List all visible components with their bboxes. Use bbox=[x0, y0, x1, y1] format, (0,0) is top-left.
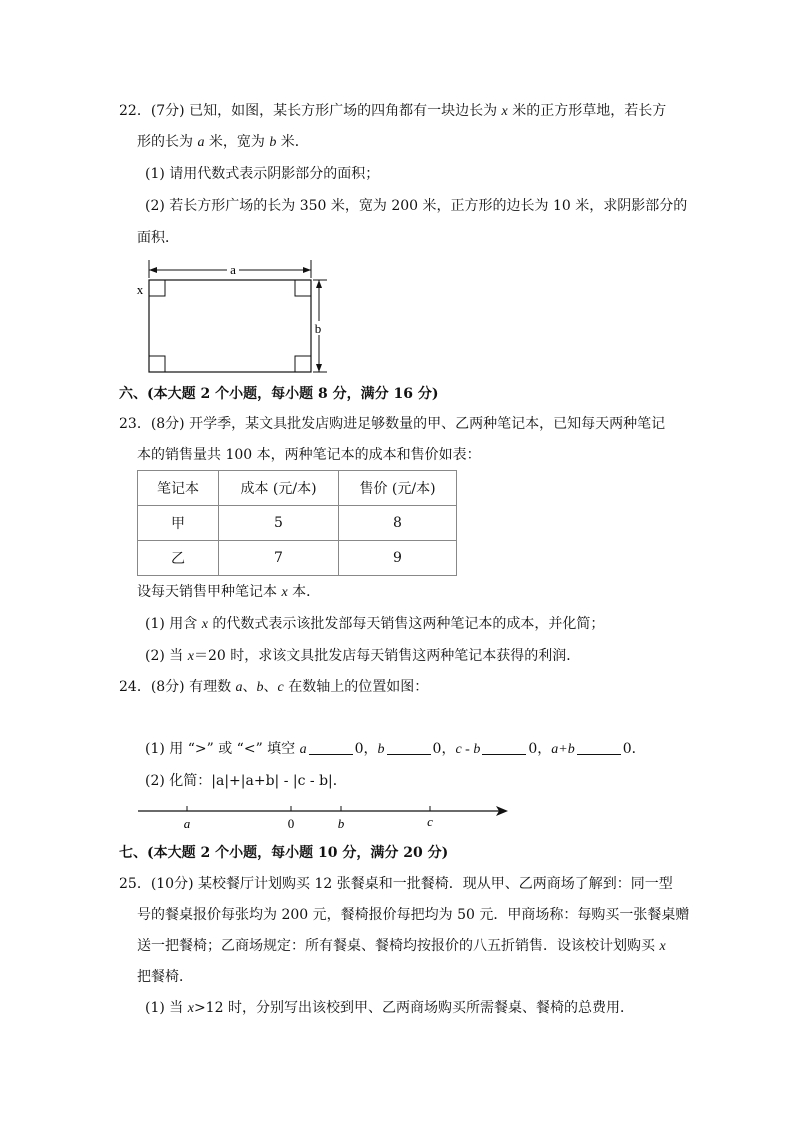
var-c: c bbox=[277, 680, 284, 695]
arrow-up bbox=[316, 280, 322, 288]
q22-part-2: (2) 若长方形广场的长为 350 米，宽为 200 米，正方形的边长为 10 米，求阴影部分的 bbox=[145, 198, 688, 214]
table-header-row bbox=[138, 471, 457, 506]
var-a: a bbox=[197, 135, 205, 150]
table-header: 笔记本 bbox=[138, 471, 219, 506]
table-cell: 5 bbox=[219, 506, 339, 541]
corner-square-tl bbox=[149, 280, 165, 296]
q23-line-2: 本的销售量共 100 本，两种笔记本的成本和售价如表： bbox=[137, 447, 481, 463]
section-6-heading: 六、(本大题 2 个小题，每小题 8 分，满分 16 分) bbox=[119, 386, 439, 402]
q22-text: 形的长为 bbox=[137, 134, 198, 150]
q24-part-1 bbox=[145, 739, 646, 760]
q24-part-2: (2) 化简：|a|+|a+b| - |c - b|． bbox=[145, 773, 347, 789]
var-b: b bbox=[377, 742, 385, 757]
answer-blank[interactable] bbox=[482, 740, 526, 755]
label-a: a bbox=[230, 262, 236, 277]
q24-text: 0， bbox=[354, 741, 378, 757]
q23-text: (2) 当 bbox=[145, 648, 188, 664]
q22-text: 22．(7分) 已知，如图，某长方形广场的四角都有一块边长为 bbox=[119, 103, 502, 119]
q22-text: 米，宽为 bbox=[204, 134, 270, 150]
q24-text: 、 bbox=[242, 679, 257, 695]
var-x: x bbox=[281, 585, 288, 600]
tick-label-b: b bbox=[337, 816, 345, 831]
var-a: a bbox=[299, 742, 307, 757]
q24-line-1 bbox=[119, 677, 428, 698]
q24-text: 在数轴上的位置如图： bbox=[283, 679, 429, 695]
q24-text: 0， bbox=[528, 741, 552, 757]
var-b: b bbox=[269, 135, 277, 150]
tick-label-c: c bbox=[427, 814, 433, 829]
table-cell: 8 bbox=[339, 506, 457, 541]
q22-text: 米． bbox=[276, 134, 309, 150]
tick-label-a: a bbox=[183, 816, 191, 831]
table-cell: 9 bbox=[339, 541, 457, 576]
table-header: 售价 (元/本) bbox=[339, 471, 457, 506]
q25-text: >12 时，分别写出该校到甲、乙两商场购买所需餐桌、餐椅的总费用． bbox=[193, 1000, 634, 1016]
q24-text: 、 bbox=[263, 679, 278, 695]
tick-label-0: 0 bbox=[287, 816, 295, 831]
answer-blank[interactable] bbox=[309, 740, 353, 755]
table-cell: 甲 bbox=[138, 506, 219, 541]
q23-text: 本． bbox=[287, 584, 321, 600]
q22-line-1 bbox=[119, 101, 666, 122]
table-header: 成本 (元/本) bbox=[219, 471, 339, 506]
table-cell: 乙 bbox=[138, 541, 219, 576]
label-b: b bbox=[314, 321, 322, 336]
var-x: x bbox=[201, 617, 208, 632]
q23-line-1: 23．(8分) 开学季，某文具批发店购进足够数量的甲、乙两种笔记本，已知每天两种笔记 bbox=[119, 416, 666, 432]
var-a: a bbox=[235, 680, 243, 695]
table-row bbox=[138, 541, 457, 576]
q25-line-3 bbox=[137, 936, 666, 957]
arrow-left bbox=[149, 267, 157, 273]
var-x: x bbox=[501, 104, 508, 119]
q23-text: 设每天销售甲种笔记本 bbox=[137, 584, 282, 600]
q23-text: (1) 用含 bbox=[145, 616, 202, 632]
answer-blank[interactable] bbox=[577, 740, 621, 755]
arrow-down bbox=[316, 364, 322, 372]
q23-text: ＝20 时，求该文具批发店每天销售这两种笔记本获得的利润． bbox=[193, 648, 581, 664]
table-cell: 7 bbox=[219, 541, 339, 576]
corner-square-bl bbox=[149, 356, 165, 372]
price-table bbox=[137, 470, 457, 576]
q22-part-2-cont: 面积． bbox=[137, 230, 179, 246]
q22-text: 米的正方形草地，若长方 bbox=[507, 103, 667, 119]
var-b: b bbox=[256, 680, 264, 695]
arrow-right bbox=[303, 267, 311, 273]
var-x: x bbox=[187, 649, 194, 664]
q24-text: (1) 用 “>” 或 “<” 填空 bbox=[145, 741, 300, 757]
var-x: x bbox=[659, 939, 666, 954]
q24-text: 24．(8分) 有理数 bbox=[119, 679, 236, 695]
q25-text: (1) 当 bbox=[145, 1000, 188, 1016]
expr-c-minus-b: c - b bbox=[455, 742, 481, 757]
q22-rectangle-figure bbox=[135, 258, 335, 376]
q25-text: 送一把餐椅；乙商场规定：所有餐桌、餐椅均按报价的八五折销售．设该校计划购买 bbox=[137, 938, 660, 954]
q24-text: 0． bbox=[622, 741, 646, 757]
q23-text: 的代数式表示该批发部每天销售这两种笔记本的成本，并化简； bbox=[207, 616, 605, 632]
q23-part-1 bbox=[145, 614, 604, 635]
section-7-heading: 七、(本大题 2 个小题，每小题 10 分，满分 20 分) bbox=[119, 845, 449, 861]
table-row bbox=[138, 506, 457, 541]
corner-square-br bbox=[295, 356, 311, 372]
number-line bbox=[134, 800, 514, 836]
label-x: x bbox=[136, 282, 144, 297]
q22-part-1: (1) 请用代数式表示阴影部分的面积； bbox=[145, 166, 380, 182]
q23-part-2 bbox=[145, 646, 580, 667]
answer-blank[interactable] bbox=[387, 740, 431, 755]
q25-line-4: 把餐椅． bbox=[137, 969, 193, 985]
q22-line-2 bbox=[137, 132, 309, 153]
square-plaza bbox=[149, 280, 311, 372]
q25-part-1 bbox=[145, 998, 634, 1019]
expr-a-plus-b: a+b bbox=[551, 742, 575, 757]
corner-square-tr bbox=[295, 280, 311, 296]
var-x: x bbox=[187, 1001, 194, 1016]
q25-line-2: 号的餐桌报价每张均为 200 元，餐椅报价每把均为 50 元．甲商场称：每购买一张餐桌赠 bbox=[137, 907, 690, 923]
q24-text: 0， bbox=[432, 741, 456, 757]
q23-setup bbox=[137, 582, 320, 603]
q25-line-1: 25．(10分) 某校餐厅计划购买 12 张餐桌和一批餐椅．现从甲、乙两商场了解到：同一型 bbox=[119, 876, 673, 892]
